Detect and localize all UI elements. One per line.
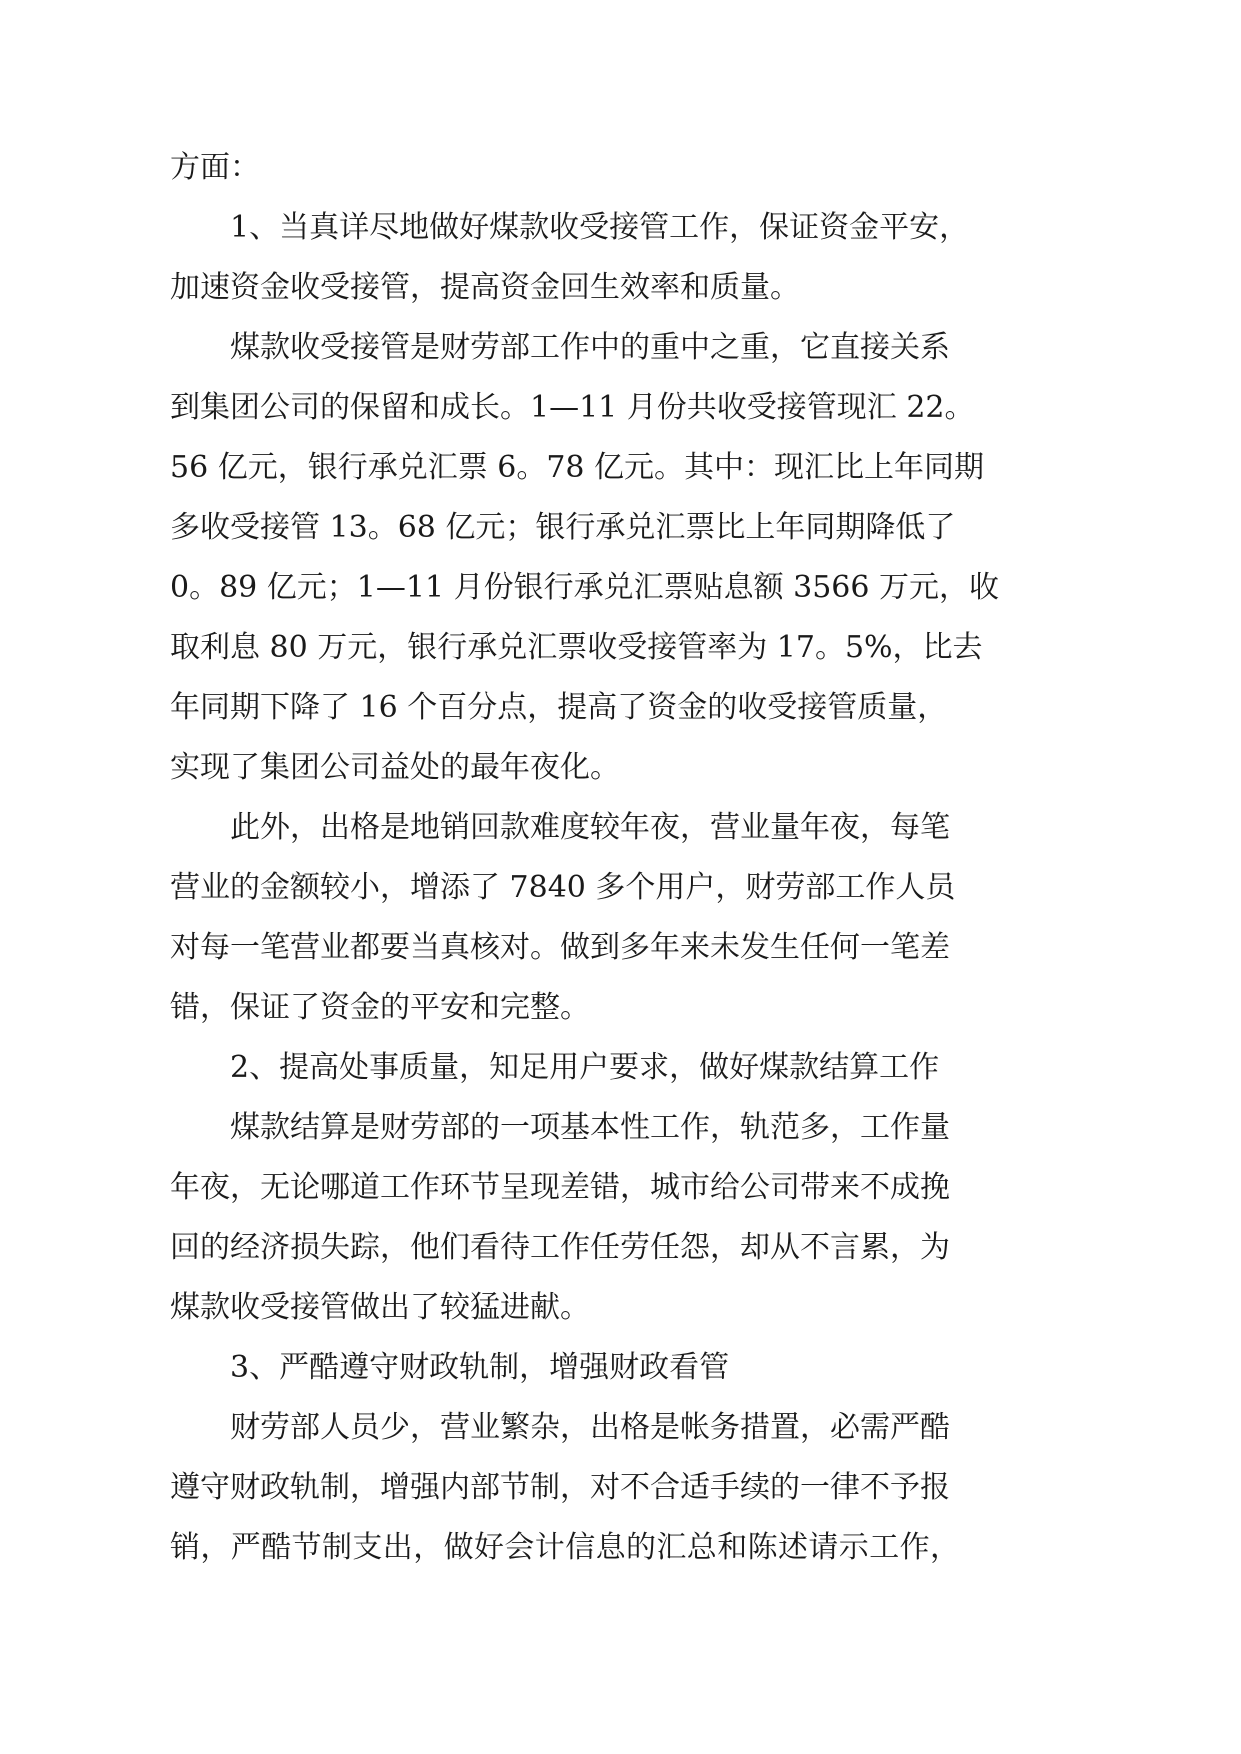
- text-line: 煤款结算是财劳部的一项基本性工作，轨范多，工作量: [230, 1110, 950, 1145]
- text-line: 1、当真详尽地做好煤款收受接管工作，保证资金平安，: [230, 210, 970, 245]
- text-line: 此外，出格是地销回款难度较年夜，营业量年夜，每笔: [230, 810, 950, 845]
- text-line: 财劳部人员少，营业繁杂，出格是帐务措置，必需严酷: [230, 1410, 950, 1445]
- text-line: 0。89 亿元；1—11 月份银行承兑汇票贴息额 3566 万元，收: [170, 570, 1000, 605]
- text-line: 3、严酷遵守财政轨制，增强财政看管: [230, 1350, 730, 1385]
- text-line: 到集团公司的保留和成长。1—11 月份共收受接管现汇 22。: [170, 390, 975, 425]
- text-line: 销，严酷节制支出，做好会计信息的汇总和陈述请示工作，: [170, 1530, 960, 1565]
- text-line: 营业的金额较小，增添了 7840 多个用户，财劳部工作人员: [170, 870, 956, 905]
- text-line: 56 亿元，银行承兑汇票 6。78 亿元。其中：现汇比上年同期: [170, 450, 985, 485]
- text-line: 煤款收受接管是财劳部工作中的重中之重，它直接关系: [230, 330, 950, 365]
- text-line: 年同期下降了 16 个百分点，提高了资金的收受接管质量，: [170, 690, 948, 725]
- text-line: 年夜，无论哪道工作环节呈现差错，城市给公司带来不成挽: [170, 1170, 950, 1205]
- text-line: 2、提高处事质量，知足用户要求，做好煤款结算工作: [230, 1050, 940, 1085]
- text-line: 多收受接管 13。68 亿元；银行承兑汇票比上年同期降低了: [170, 510, 956, 545]
- text-line: 回的经济损失踪，他们看待工作任劳任怨，却从不言累，为: [170, 1230, 950, 1265]
- text-line: 遵守财政轨制，增强内部节制，对不合适手续的一律不予报: [170, 1470, 950, 1505]
- text-line: 错，保证了资金的平安和完整。: [170, 990, 590, 1025]
- text-line: 实现了集团公司益处的最年夜化。: [170, 750, 620, 785]
- text-line: 对每一笔营业都要当真核对。做到多年来未发生任何一笔差: [170, 930, 950, 965]
- text-line: 煤款收受接管做出了较猛进献。: [170, 1290, 590, 1325]
- text-line: 加速资金收受接管，提高资金回生效率和质量。: [170, 270, 800, 305]
- text-line: 取利息 80 万元，银行承兑汇票收受接管率为 17。5%，比去: [170, 630, 983, 665]
- text-line: 方面：: [170, 150, 260, 185]
